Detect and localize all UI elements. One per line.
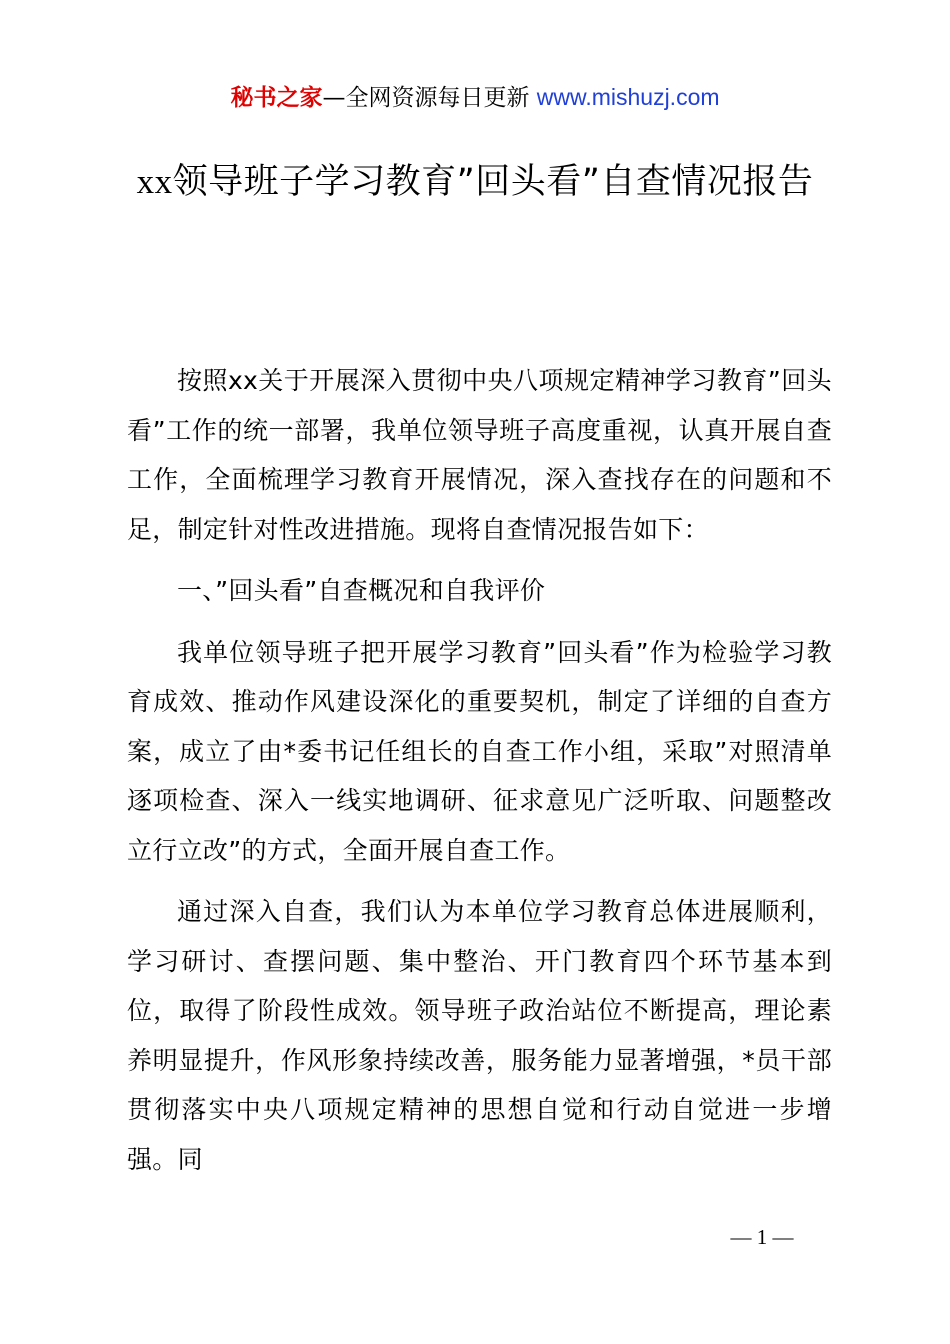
page-number: — 1 —	[730, 1225, 794, 1249]
paragraph-overview: 我单位领导班子把开展学习教育”回头看”作为检验学习教育成效、推动作风建设深化的重要契机，制定了详细的自查方案，成立了由*委书记任组长的自查工作小组，采取”对照清单逐项检查、深入一线实地调研、征求意见广泛听取、问题整改立行立改”的方式，全面开展自查工作。	[127, 637, 832, 865]
title-text: 领导班子学习教育”回头看”自查情况报告	[172, 162, 814, 202]
title-prefix: xx	[136, 162, 173, 201]
banner-separator: —	[322, 85, 346, 111]
banner-slogan: 全网资源每日更新	[345, 85, 537, 111]
banner-url-link[interactable]: www.mishuzj.com	[536, 84, 720, 110]
paragraph-intro: 按照xx关于开展深入贯彻中央八项规定精神学习教育”回头看”工作的统一部署，我单位领导班子高度重视，认真开展自查工作，全面梳理学习教育开展情况，深入查找存在的问题和不足，制定针对性改进措施。现将自查情况报告如下：	[127, 366, 832, 544]
document-title	[120, 158, 830, 206]
paragraph-evaluation: 通过深入自查，我们认为本单位学习教育总体进展顺利，学习研讨、查摆问题、集中整治、开门教育四个环节基本到位，取得了阶段性成效。领导班子政治站位不断提高，理论素养明显提升，作风形象持续改善，服务能力显著增强，*员干部贯彻落实中央八项规定精神的思想自觉和行动自觉进一步增强。同	[127, 897, 832, 1174]
header-banner	[0, 80, 950, 115]
section-heading-1: 一、”回头看”自查概况和自我评价	[177, 576, 546, 605]
document-body	[127, 356, 832, 1184]
brand-name: 秘书之家	[230, 85, 323, 111]
